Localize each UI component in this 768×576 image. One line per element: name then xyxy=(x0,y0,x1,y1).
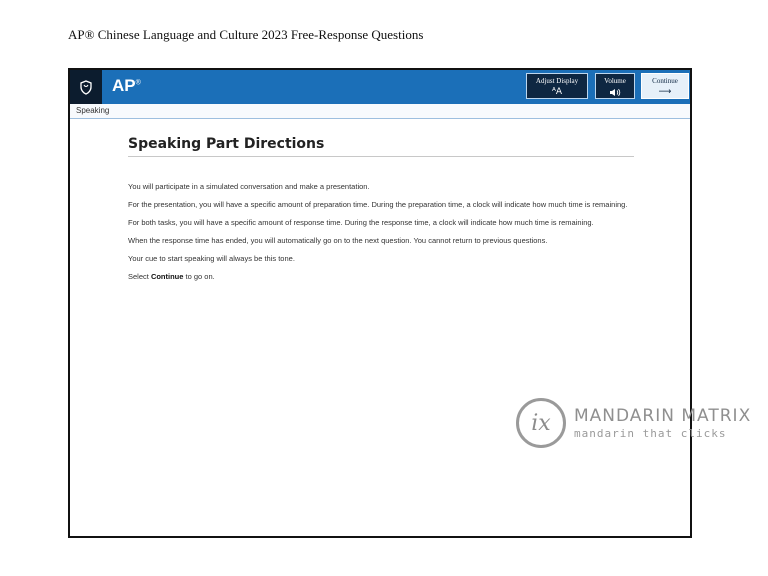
section-label: Speaking xyxy=(70,104,690,119)
directions-panel xyxy=(128,136,634,289)
ap-logo: AP® xyxy=(112,76,141,95)
watermark-tagline: mandarin that clicks xyxy=(574,427,727,440)
text-size-icon: ᴬA xyxy=(551,87,563,97)
adjust-display-label: Adjust Display xyxy=(535,77,579,85)
watermark-logo-icon: ix xyxy=(516,398,566,448)
continue-instruction: Select Continue to go on. xyxy=(128,272,215,281)
direction-paragraph: Your cue to start speaking will always be this tone. xyxy=(128,254,295,263)
watermark-name: MANDARIN MATRIX xyxy=(574,406,752,426)
direction-paragraph: For both tasks, you will have a specific amount of response time. During the response time, a clock will indicate how much time is remaining. xyxy=(128,218,594,227)
volume-button[interactable] xyxy=(595,73,635,99)
shield-icon xyxy=(70,70,102,104)
watermark xyxy=(516,398,756,450)
top-toolbar xyxy=(70,70,690,104)
direction-paragraph: When the response time has ended, you will automatically go on to the next question. You cannot return to previous questions. xyxy=(128,236,548,245)
continue-label: Continue xyxy=(652,77,678,85)
direction-paragraph: For the presentation, you will have a specific amount of preparation time. During the preparation time, a clock will indicate how much time is remaining. xyxy=(128,200,628,209)
speaker-icon xyxy=(596,88,634,100)
continue-button[interactable] xyxy=(641,73,689,99)
direction-paragraph: You will participate in a simulated conversation and make a presentation. xyxy=(128,182,370,191)
adjust-display-button[interactable] xyxy=(526,73,588,99)
document-title: AP® Chinese Language and Culture 2023 Free-Response Questions xyxy=(68,27,424,42)
arrow-right-icon: ⟶ xyxy=(658,87,672,97)
exam-window xyxy=(68,68,692,538)
volume-label: Volume xyxy=(604,77,626,85)
page-title: Speaking Part Directions xyxy=(128,136,634,157)
